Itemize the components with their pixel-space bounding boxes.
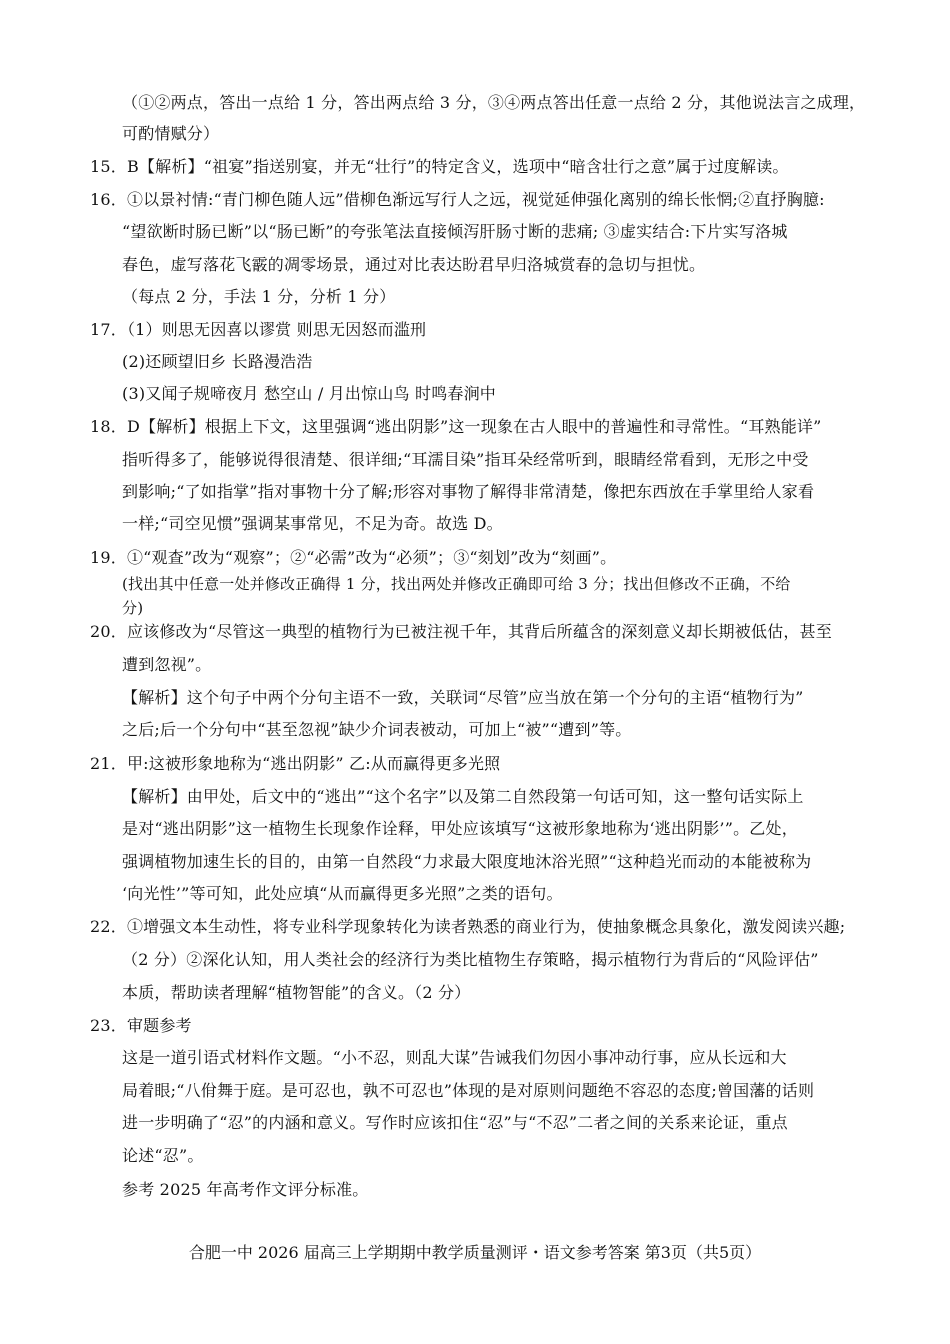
text-line: 16．①以景衬情:“青门柳色随人远”借柳色渐远写行人之远，视觉延伸强化离别的绵长怅惘;②直抒胸臆: [90, 190, 825, 209]
text-line: （2 分）②深化认知，用人类社会的经济行为类比植物生存策略，揭示植物行为背后的“风险评估” [122, 950, 819, 969]
text-line: 强调植物加速生长的目的，由第一自然段“力求最大限度地沐浴光照”“这种趋光而动的本能被称为 [122, 852, 812, 871]
text-line: 可酌情赋分） [122, 124, 220, 143]
text-line: 局着眼;“八佾舞于庭。是可忍也，孰不可忍也”体现的是对原则问题绝不容忍的态度;曾国藩的话则 [122, 1081, 815, 1100]
text-line: 进一步明确了“忍”的内涵和意义。写作时应该扣住“忍”与“不忍”二者之间的关系来论证，重点 [122, 1113, 788, 1132]
text-line: （①②两点，答出一点给 1 分，答出两点给 3 分，③④两点答出任意一点给 2 分，其他说法言之成理， [122, 93, 866, 112]
text-line: 这是一道引语式材料作文题。“小不忍，则乱大谋”告诫我们勿因小事冲动行事，应从长远和大 [122, 1048, 787, 1067]
text-line: (找出其中任意一处并修改正确得 1 分，找出两处并修改正确即可给 3 分；找出但修改不正确，不给 [122, 575, 791, 593]
text-line: 【解析】这个句子中两个分句主语不一致，关联词“尽管”应当放在第一个分句的主语“植物行为” [122, 688, 804, 707]
text-line: 19．①“观查”改为“观察”；②“必需”改为“必须”；③“刻划”改为“刻画”。 [90, 548, 617, 567]
page-footer: 合肥一中 2026 届高三上学期期中教学质量测评・语文参考答案 第3页（共5页） [188, 1243, 762, 1262]
text-line: 论述“忍”。 [122, 1146, 204, 1165]
text-line: 20．应该修改为“尽管这一典型的植物行为已被注视千年，其背后所蕴含的深刻意义却长期被低估，甚至 [90, 622, 832, 641]
text-line: 21．甲:这被形象地称为“逃出阴影” 乙:从而赢得更多光照 [90, 754, 501, 773]
text-line: “望欲断时肠已断”以“肠已断”的夸张笔法直接倾泻肝肠寸断的悲痛; ③虚实结合:下片实写洛城 [122, 222, 788, 241]
text-line: 17．（1）则思无因喜以谬赏 则思无因怒而滥刑 [90, 320, 427, 339]
text-line: 【解析】由甲处，后文中的“逃出”“这个名字”以及第二自然段第一句话可知，这一整句话实际上 [122, 787, 804, 806]
text-line: 分) [122, 599, 144, 617]
text-line: 23．审题参考 [90, 1016, 192, 1035]
text-line: （每点 2 分，手法 1 分，分析 1 分） [122, 287, 396, 306]
text-line: 遭到忽视”。 [122, 655, 212, 674]
text-line: ‘向光性’”等可知，此处应填“从而赢得更多光照”之类的语句。 [122, 884, 563, 903]
text-line: 指听得多了，能够说得很清楚、很详细;“耳濡目染”指耳朵经常听到，眼睛经常看到，无形之中受 [122, 450, 809, 469]
text-line: 到影响;“了如指掌”指对事物十分了解;形容对事物了解得非常清楚，像把东西放在手掌里给人家看 [122, 482, 815, 501]
text-line: 15．B【解析】“祖宴”指送别宴，并无“壮行”的特定含义，选项中“暗含壮行之意”属于过度解读。 [90, 157, 789, 176]
text-line: 本质，帮助读者理解“植物智能”的含义。（2 分） [122, 983, 471, 1002]
text-line: 春色，虚写落花飞霰的凋零场景，通过对比表达盼君早归洛城赏春的急切与担忧。 [122, 255, 706, 274]
text-line: 参考 2025 年高考作文评分标准。 [122, 1180, 369, 1199]
text-line: (2)还顾望旧乡 长路漫浩浩 [122, 352, 313, 371]
text-line: 是对“逃出阴影”这一植物生长现象作诠释，甲处应该填写“这被形象地称为‘逃出阴影’”。乙处， [122, 819, 798, 838]
text-line: 之后;后一个分句中“甚至忽视”缺少介词表被动，可加上“被”“遭到”等。 [122, 720, 632, 739]
text-line: (3)又闻子规啼夜月 愁空山 / 月出惊山鸟 时鸣春涧中 [122, 384, 496, 403]
text-line: 18．D【解析】根据上下文，这里强调“逃出阴影”这一现象在古人眼中的普遍性和寻常性。“耳熟能详” [90, 417, 822, 436]
text-line: 一样;“司空见惯”强调某事常见，不足为奇。故选 D。 [122, 514, 503, 533]
text-line: 22．①增强文本生动性，将专业科学现象转化为读者熟悉的商业行为，使抽象概念具象化，激发阅读兴趣; [90, 917, 846, 936]
